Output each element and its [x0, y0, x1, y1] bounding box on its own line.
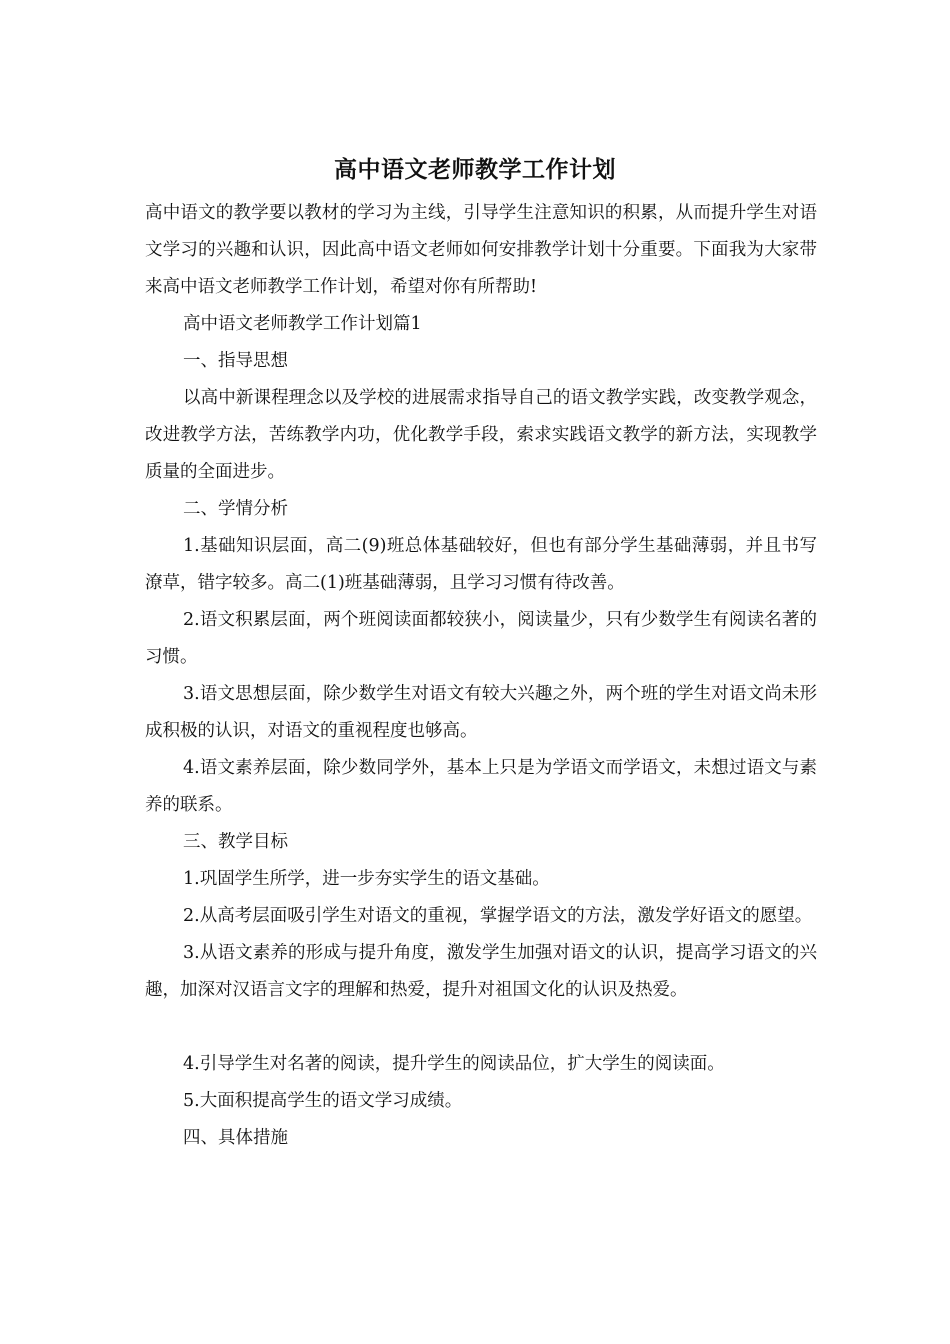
goal-item: 2.从高考层面吸引学生对语文的重视，掌握学语文的方法，激发学好语文的愿望。 [183, 906, 813, 926]
goal-item: 5.大面积提高学生的语文学习成绩。 [183, 1091, 463, 1111]
heading-student-analysis: 二、学情分析 [183, 499, 288, 519]
section-title: 高中语文老师教学工作计划篇1 [183, 314, 422, 334]
analysis-item: 2.语文积累层面，两个班阅读面都较狭小，阅读量少，只有少数学生有阅读名著的习惯。 [145, 610, 817, 667]
intro-paragraph: 高中语文的教学要以教材的学习为主线，引导学生注意知识的积累，从而提升学生对语文学习的兴趣和认识，因此高中语文老师如何安排教学计划十分重要。下面我为大家带来高中语文老师教学工作计划，希望对你有所帮助! [145, 203, 817, 297]
heading-guiding-ideology: 一、指导思想 [183, 351, 288, 371]
heading-specific-measures: 四、具体措施 [183, 1128, 288, 1148]
document-body [145, 195, 817, 1157]
document-title: 高中语文老师教学工作计划 [334, 156, 616, 183]
goal-item: 1.巩固学生所学，进一步夯实学生的语文基础。 [183, 869, 550, 889]
analysis-item: 3.语文思想层面，除少数学生对语文有较大兴趣之外，两个班的学生对语文尚未形成积极的认识，对语文的重视程度也够高。 [145, 684, 817, 741]
heading-teaching-goals: 三、教学目标 [183, 832, 288, 852]
goal-item: 4.引导学生对名著的阅读，提升学生的阅读品位，扩大学生的阅读面。 [183, 1054, 725, 1074]
paragraph-gap [145, 1009, 817, 1046]
analysis-item: 4.语文素养层面，除少数同学外，基本上只是为学语文而学语文，未想过语文与素养的联系。 [145, 758, 817, 815]
goal-item: 3.从语文素养的形成与提升角度，激发学生加强对语文的认识，提高学习语文的兴趣，加深对汉语言文字的理解和热爱，提升对祖国文化的认识及热爱。 [145, 943, 817, 1000]
paragraph-guiding-ideology: 以高中新课程理念以及学校的进展需求指导自己的语文教学实践，改变教学观念，改进教学方法，苦练教学内功，优化教学手段，索求实践语文教学的新方法，实现教学质量的全面进步。 [145, 388, 817, 482]
analysis-item: 1.基础知识层面，高二(9)班总体基础较好，但也有部分学生基础薄弱，并且书写潦草，错字较多。高二(1)班基础薄弱，且学习习惯有待改善。 [145, 536, 817, 593]
